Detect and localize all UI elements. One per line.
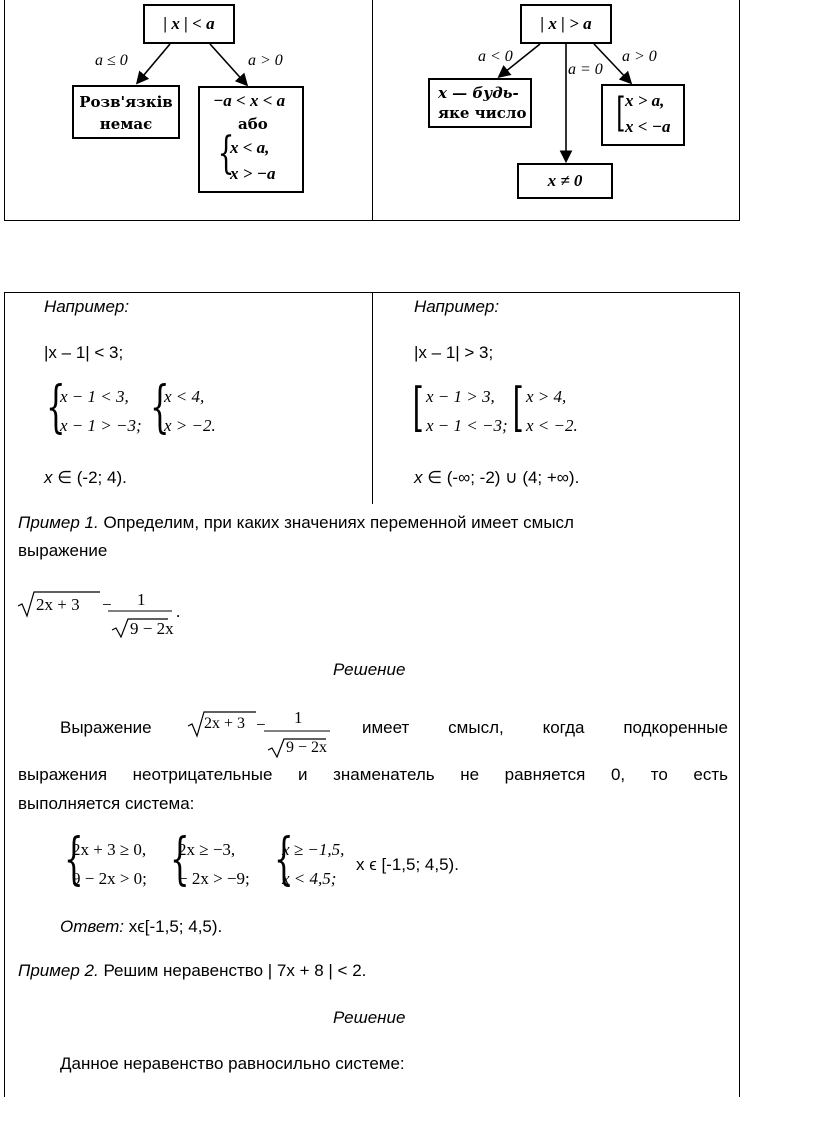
example-right-sys1-2: x − 1 < −3;: [426, 416, 508, 435]
example1-sys-brace-b: {: [170, 827, 190, 892]
flow-right-edge-right: a > 0: [622, 48, 657, 65]
example1-label: Пример 1.: [18, 513, 99, 532]
example1-expr-den: 9 − 2x: [130, 619, 174, 638]
flow-right-any-1: x — будь-: [438, 84, 519, 102]
example-right-answer-x: x: [414, 468, 423, 487]
example1-p1-start: Выражение: [60, 718, 152, 737]
example-right-answer: ∈ (-∞; -2) ∪ (4; +∞).: [427, 468, 580, 487]
example1-expr-minus: −: [102, 595, 112, 614]
flow-right-top-text: | x | > a: [540, 14, 592, 33]
flow-right-bottom-box: [517, 163, 613, 199]
example1-p1-w1: имеет: [362, 718, 410, 737]
example-right-bracket1: [: [412, 378, 424, 438]
example-right-bracket2: [: [512, 378, 524, 438]
example1-text-line1: Определим, при каких значениях переменной имеет смысл: [103, 513, 574, 532]
example1-sys-a1: 2x + 3 ≥ 0,: [72, 840, 147, 859]
example2-p1: Данное неравенство равносильно системе:: [60, 1054, 405, 1073]
flow-left-sol-sys1: x < a,: [230, 138, 270, 157]
example1-sys-brace-c: {: [274, 827, 294, 892]
example-left-sys2-1: x < 4,: [164, 387, 205, 406]
example1-answer-label: Ответ:: [60, 917, 125, 936]
example-left-brace2: {: [150, 375, 170, 440]
example-left-brace1: {: [46, 375, 66, 440]
example1-solution-title: Решение: [333, 660, 406, 679]
example-left-answer-x: x: [44, 468, 53, 487]
flow-left-edge-right: a > 0: [248, 52, 283, 69]
example2-solution-title: Решение: [333, 1008, 406, 1027]
example1-inline-minus: −: [256, 715, 266, 734]
example1-expr-dot: .: [176, 602, 181, 621]
flow-left-top-text: | x | < a: [163, 14, 215, 33]
example1-p3: выполняется система:: [18, 794, 195, 813]
example1-p1-w4: подкоренные: [623, 718, 728, 737]
example1-inline-den: 9 − 2x: [286, 739, 328, 756]
example1-p2-w1: выражения: [18, 765, 108, 784]
example-left-inequality: |x – 1| < 3;: [44, 343, 124, 362]
example1-p2-w5: не: [460, 765, 480, 784]
flow-right-sol-2: x < −a: [625, 117, 671, 136]
example1-sys-b2: − 2x > −9;: [178, 869, 250, 888]
flow-left-sol-sys2: x > −a: [230, 164, 276, 183]
example1-p2-w2: неотрицательные: [132, 765, 273, 784]
example1-sys-brace-a: {: [64, 827, 84, 892]
example1-sys-a2: 9 − 2x > 0;: [72, 869, 147, 888]
example1-sys-c2: x < 4,5;: [282, 869, 337, 888]
example1-sys-c1: x ≥ −1,5,: [282, 840, 345, 859]
flow-right-any-2: яке число: [438, 104, 527, 122]
example1-text-line2: выражение: [18, 541, 108, 560]
flow-right-sol-bracket: [: [616, 90, 626, 136]
example1-p2-w8: то: [650, 765, 668, 784]
flow-left-no-solutions-1: Розв'язків: [79, 93, 173, 111]
example1-p2-w6: равняется: [504, 765, 586, 784]
example-left-answer: ∈ (-2; 4).: [57, 468, 127, 487]
example2-label: Пример 2.: [18, 961, 99, 980]
example-left-label: Например:: [44, 297, 130, 316]
flow-right-edge-left: a < 0: [478, 48, 513, 65]
example-left-sys1-1: x − 1 < 3,: [60, 387, 129, 406]
example-right-sys2-2: x < −2.: [526, 416, 578, 435]
flow-left-sol-brace: {: [217, 128, 235, 179]
example1-inline-expression: [186, 702, 346, 758]
example1-p1-w2: смысл,: [448, 718, 504, 737]
example1-p1-rest: [362, 718, 728, 738]
example-right-inequality: |x – 1| > 3;: [414, 343, 494, 362]
example1-p1-w3: когда: [542, 718, 585, 737]
example1-expr-num: 1: [137, 590, 146, 609]
example1-p2-w9: есть: [693, 765, 728, 784]
flow-right-solution-box: [601, 84, 685, 146]
example1-p2: [18, 765, 728, 785]
flow-right-bottom-text: x ≠ 0: [547, 171, 583, 190]
example1-p2-w3: и: [298, 765, 308, 784]
flow-left-edge-left: a ≤ 0: [95, 52, 128, 69]
example1-expression: [16, 582, 196, 638]
flow-left-sol-range: −a < x < a: [213, 91, 286, 110]
example-left-sys2-2: x > −2.: [164, 416, 216, 435]
flow-left-no-solutions-2: немає: [99, 115, 153, 133]
example1-answer-value: xϵ[-1,5; 4,5).: [128, 917, 223, 936]
example-right-sys1-1: x − 1 > 3,: [426, 387, 495, 406]
example-right-sys2-1: x > 4,: [526, 387, 567, 406]
example1-inline-num: 1: [294, 708, 303, 727]
example1-sys-result: x ϵ [-1,5; 4,5).: [356, 855, 459, 874]
example1-inline-sqrt: 2x + 3: [204, 715, 246, 732]
example1-expr-sqrt: 2x + 3: [36, 595, 80, 614]
flow-right-any-box: [428, 78, 532, 128]
flow-right-edge-mid: a = 0: [568, 61, 603, 78]
example1-p2-w7: 0,: [610, 765, 626, 784]
example1-p2-w4: знаменатель: [333, 765, 435, 784]
example-right-label: Например:: [414, 297, 500, 316]
example1-sys-b1: 2x ≥ −3,: [178, 840, 236, 859]
flow-left-sol-or: або: [238, 115, 268, 133]
example-left-sys1-2: x − 1 > −3;: [60, 416, 142, 435]
example2-text: Решим неравенство | 7x + 8 | < 2.: [103, 961, 367, 980]
flow-right-sol-1: x > a,: [625, 91, 665, 110]
